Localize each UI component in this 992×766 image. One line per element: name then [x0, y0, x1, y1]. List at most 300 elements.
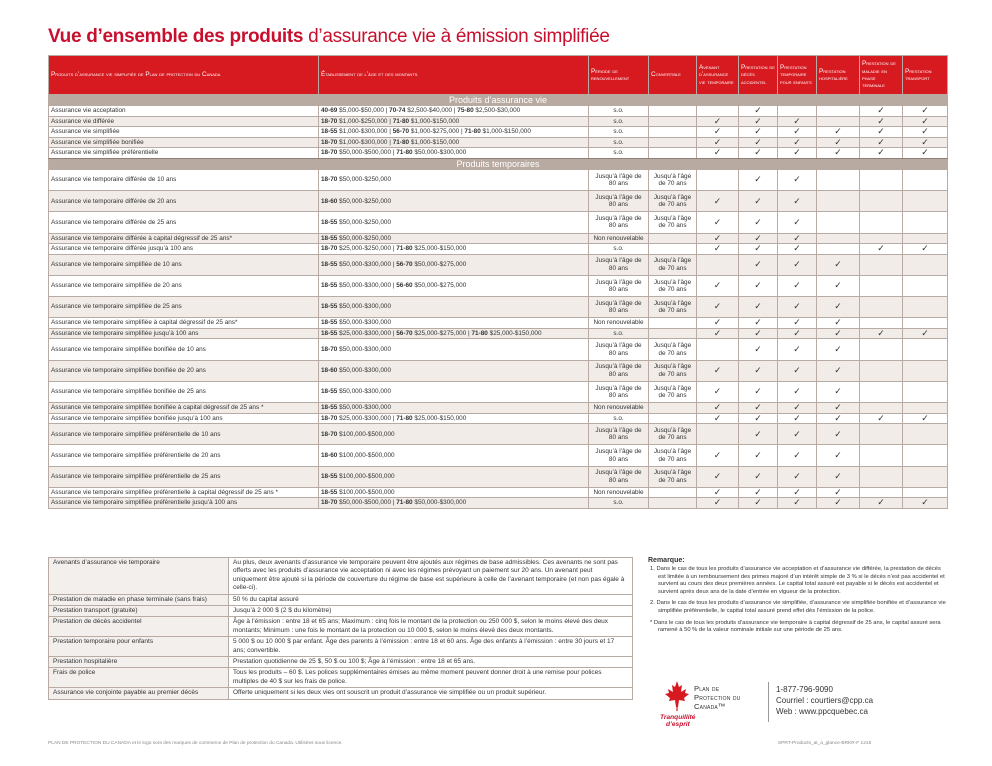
amount-range: $50,000-$300,000: [414, 499, 467, 507]
check-mark-icon: ✓: [817, 381, 860, 402]
check-mark-icon: ✓: [817, 360, 860, 381]
table-row: [49, 297, 948, 318]
table-row: [49, 106, 948, 117]
section-title: Produits d’assurance vie: [49, 95, 948, 106]
age-range: 18-70: [321, 149, 338, 157]
renewal-period: s.o.: [589, 137, 649, 148]
amount-range: $1,000-$300,000: [339, 138, 388, 146]
check-mark-icon: ✓: [778, 254, 817, 275]
tagline: Tranquillité d’esprit: [660, 714, 696, 728]
table-row: [49, 212, 948, 233]
empty-cell: [817, 233, 860, 244]
table-row: [49, 169, 948, 190]
check-mark-icon: ✓: [817, 275, 860, 296]
definition-term: Prestation transport (gratuite): [49, 606, 229, 617]
convertible-age: [649, 116, 697, 127]
amount-range: $25,000-$150,000: [414, 414, 467, 422]
amount-range: $50,000-$300,000: [414, 149, 467, 157]
convertible-age: Jusqu’à l’âge de 70 ans: [649, 297, 697, 318]
table-row: [49, 275, 948, 296]
check-mark-icon: ✓: [817, 424, 860, 445]
check-mark-icon: ✓: [739, 360, 778, 381]
product-name: Assurance vie temporaire simplifiée préférentielle à capital dégressif de 25 ans *: [49, 487, 319, 498]
check-mark-icon: ✓: [697, 413, 739, 424]
amount-range: $2,500-$30,000: [475, 107, 521, 115]
definition-term: Prestation temporaire pour enfants: [49, 637, 229, 657]
empty-cell: [817, 106, 860, 117]
definition-text: 50 % du capital assuré: [229, 594, 633, 605]
renewal-period: Jusqu’à l’âge de 80 ans: [589, 466, 649, 487]
renewal-period: s.o.: [589, 116, 649, 127]
amount-range: $50,000-$500,000: [339, 149, 392, 157]
header-rider: Avenant d’assurance vie temporaire: [697, 56, 739, 95]
definition-text: Au plus, deux avenants d’assurance vie temporaire peuvent être ajoutés aux régimes de base admissibles. Ces avenants ne sont pas offerts avec les produits d’assurance vie acceptation ni avec les régimes prévoyant un paiement sur 20 ans. Un avenant peut uniquement être ajouté si la période de couverture du régime de base est supérieure à celle de l’avenant temporaire (et non pas égale à celle-ci).: [229, 558, 633, 595]
header-rider: Prestation de maladie en phase terminale: [860, 56, 903, 95]
empty-cell: [903, 191, 948, 212]
amount-range: $50,000-$300,000: [339, 303, 392, 311]
convertible-age: Jusqu’à l’âge de 70 ans: [649, 212, 697, 233]
age-range: 71-80: [392, 117, 410, 125]
renewal-period: Jusqu’à l’âge de 80 ans: [589, 275, 649, 296]
footer-legal: PLAN DE PROTECTION DU CANADA et le logo sont des marques de commerce de Plan de protection du Canada. Utilisées sous licence.: [48, 741, 343, 746]
check-mark-icon: ✓: [817, 403, 860, 414]
age-range: 18-55: [321, 234, 338, 242]
check-mark-icon: ✓: [739, 328, 778, 339]
definition-text: Jusqu’à 2 000 $ (2 $ du kilomètre): [229, 606, 633, 617]
empty-cell: [817, 212, 860, 233]
age-range: 71-80: [464, 128, 481, 136]
separator: |: [391, 414, 397, 422]
product-name: Assurance vie acceptation: [49, 106, 319, 117]
renewal-period: s.o.: [589, 244, 649, 255]
empty-cell: [903, 424, 948, 445]
age-range: 18-55: [321, 282, 338, 290]
table-row: [49, 424, 948, 445]
product-name: Assurance vie simplifiée: [49, 127, 319, 138]
table-row: [49, 487, 948, 498]
amount-range: $1,000-$150,000: [410, 117, 460, 125]
product-name: Assurance vie temporaire simplifiée de 10 ans: [49, 254, 319, 275]
convertible-age: Jusqu’à l’âge de 70 ans: [649, 466, 697, 487]
age-range: 18-60: [321, 197, 338, 205]
check-mark-icon: ✓: [739, 233, 778, 244]
age-amounts: [319, 403, 589, 414]
age-amounts: [319, 487, 589, 498]
empty-cell: [903, 169, 948, 190]
check-mark-icon: ✓: [739, 254, 778, 275]
check-mark-icon: ✓: [697, 275, 739, 296]
section-title: Produits temporaires: [49, 158, 948, 169]
table-row: [49, 381, 948, 402]
divider: [768, 682, 769, 722]
note-item: * Dans le cas de tous les produits d’assurance vie temporaire à capital dégressif de 25 ans, le capital assuré sera ramené à 50 % de la valeur nominale initiale sur une période de 25 ans.: [650, 619, 941, 634]
age-range: 70-74: [389, 107, 406, 115]
amount-range: $100,000-$500,000: [339, 451, 395, 459]
definition-text: 5 000 $ ou 10 000 $ par enfant. Âge des parents à l’émission : entre 18 et 60 ans. Âge des enfants à l’émission : entre 30 jours et 17 ans; convertible.: [229, 637, 633, 657]
age-range: 56-70: [396, 261, 413, 269]
age-range: 18-55: [321, 218, 338, 226]
empty-cell: [860, 360, 903, 381]
check-mark-icon: ✓: [697, 498, 739, 509]
check-mark-icon: ✓: [739, 318, 778, 329]
check-mark-icon: ✓: [739, 466, 778, 487]
amount-range: $50,000-$250,000: [339, 197, 392, 205]
amount-range: $1,000-$150,000: [482, 128, 531, 136]
convertible-age: [649, 233, 697, 244]
age-amounts: [319, 127, 589, 138]
age-range: 18-70: [321, 414, 338, 422]
amount-range: $50,000-$300,000: [339, 404, 392, 412]
empty-cell: [697, 424, 739, 445]
header-rider: Prestation transport: [903, 56, 948, 95]
renewal-period: Jusqu’à l’âge de 80 ans: [589, 360, 649, 381]
age-range: 71-80: [471, 329, 488, 337]
table-row: [49, 244, 948, 255]
convertible-age: Jusqu’à l’âge de 70 ans: [649, 339, 697, 360]
check-mark-icon: ✓: [697, 328, 739, 339]
check-mark-icon: ✓: [739, 403, 778, 414]
renewal-period: s.o.: [589, 413, 649, 424]
renewal-period: Jusqu’à l’âge de 80 ans: [589, 381, 649, 402]
check-mark-icon: ✓: [697, 191, 739, 212]
age-range: 56-70: [396, 329, 413, 337]
age-range: 18-70: [321, 117, 338, 125]
product-name: Assurance vie temporaire simplifiée à capital dégressif de 25 ans*: [49, 318, 319, 329]
check-mark-icon: ✓: [817, 487, 860, 498]
renewal-period: Non renouvelable: [589, 233, 649, 244]
empty-cell: [903, 318, 948, 329]
check-mark-icon: ✓: [778, 233, 817, 244]
age-range: 56-70: [392, 128, 410, 136]
empty-cell: [860, 403, 903, 414]
age-amounts: [319, 466, 589, 487]
empty-cell: [903, 466, 948, 487]
convertible-age: [649, 487, 697, 498]
check-mark-icon: ✓: [860, 498, 903, 509]
check-mark-icon: ✓: [697, 233, 739, 244]
renewal-period: s.o.: [589, 328, 649, 339]
email-address: Courriel : courtiers@cpp.ca: [776, 696, 874, 705]
definition-row: [49, 617, 633, 637]
table-row: [49, 254, 948, 275]
convertible-age: [649, 498, 697, 509]
check-mark-icon: ✓: [778, 403, 817, 414]
check-mark-icon: ✓: [903, 148, 948, 159]
convertible-age: Jusqu’à l’âge de 70 ans: [649, 424, 697, 445]
empty-cell: [860, 339, 903, 360]
age-range: 71-80: [396, 499, 413, 507]
product-name: Assurance vie temporaire simplifiée jusqu’à 100 ans: [49, 328, 319, 339]
product-name: Assurance vie temporaire simplifiée bonifiée de 10 ans: [49, 339, 319, 360]
check-mark-icon: ✓: [903, 137, 948, 148]
website: Web : www.ppcquebec.ca: [776, 707, 868, 716]
renewal-period: s.o.: [589, 127, 649, 138]
product-name: Assurance vie simplifiée préférentielle: [49, 148, 319, 159]
check-mark-icon: ✓: [697, 360, 739, 381]
age-range: 18-55: [321, 488, 338, 496]
empty-cell: [817, 169, 860, 190]
empty-cell: [860, 169, 903, 190]
check-mark-icon: ✓: [903, 498, 948, 509]
check-mark-icon: ✓: [739, 445, 778, 466]
amount-range: $1,000-$275,000: [410, 128, 460, 136]
separator: |: [459, 128, 465, 136]
amount-range: $25,000-$300,000: [339, 414, 392, 422]
check-mark-icon: ✓: [739, 244, 778, 255]
age-amounts: [319, 106, 589, 117]
renewal-period: Jusqu’à l’âge de 80 ans: [589, 297, 649, 318]
product-name: Assurance vie temporaire simplifiée préférentielle jusqu’à 100 ans: [49, 498, 319, 509]
product-name: Assurance vie temporaire simplifiée préférentielle de 20 ans: [49, 445, 319, 466]
definition-term: Frais de police: [49, 668, 229, 688]
convertible-age: [649, 244, 697, 255]
age-range: 18-55: [321, 319, 338, 327]
footer-code: SPRT-Products_at_a_glance-BRKR-F 1215: [778, 741, 872, 746]
table-row: [49, 413, 948, 424]
amount-range: $50,000-$275,000: [414, 261, 467, 269]
empty-cell: [903, 360, 948, 381]
check-mark-icon: ✓: [697, 445, 739, 466]
definition-term: Avenants d’assurance vie temporaire: [49, 558, 229, 595]
check-mark-icon: ✓: [860, 328, 903, 339]
age-amounts: [319, 360, 589, 381]
phone-number: 1-877-796-9090: [776, 685, 833, 694]
check-mark-icon: ✓: [778, 275, 817, 296]
check-mark-icon: ✓: [778, 413, 817, 424]
renewal-period: Jusqu’à l’âge de 80 ans: [589, 339, 649, 360]
table-row: [49, 445, 948, 466]
brand-name: Plan de Protection du Canada™: [694, 684, 741, 711]
definition-text: Tous les produits – 60 $. Les polices supplémentaires émises au même moment peuvent donner droit à une remise pour polices multiples de 40 $ sur les frais de police.: [229, 668, 633, 688]
header-ages: Établissement de l’âge et des montants: [319, 56, 589, 95]
check-mark-icon: ✓: [903, 116, 948, 127]
maple-leaf-logo-icon: [664, 680, 690, 712]
definition-row: [49, 657, 633, 668]
check-mark-icon: ✓: [778, 297, 817, 318]
check-mark-icon: ✓: [778, 137, 817, 148]
separator: |: [466, 329, 472, 337]
check-mark-icon: ✓: [778, 360, 817, 381]
definition-row: [49, 558, 633, 595]
empty-cell: [860, 254, 903, 275]
empty-cell: [860, 212, 903, 233]
check-mark-icon: ✓: [739, 413, 778, 424]
renewal-period: Non renouvelable: [589, 487, 649, 498]
empty-cell: [860, 275, 903, 296]
check-mark-icon: ✓: [817, 339, 860, 360]
check-mark-icon: ✓: [778, 445, 817, 466]
header-product: Produits d’assurance vie simplifiée de Plan de protection du Canada: [49, 56, 319, 95]
age-amounts: [319, 137, 589, 148]
age-range: 18-55: [321, 128, 338, 136]
check-mark-icon: ✓: [778, 148, 817, 159]
amount-range: $25,000-$150,000: [414, 245, 467, 253]
renewal-period: s.o.: [589, 106, 649, 117]
separator: |: [452, 107, 458, 115]
empty-cell: [860, 191, 903, 212]
check-mark-icon: ✓: [697, 148, 739, 159]
amount-range: $1,000-$250,000: [339, 117, 388, 125]
check-mark-icon: ✓: [817, 466, 860, 487]
check-mark-icon: ✓: [739, 127, 778, 138]
age-range: 56-60: [396, 282, 413, 290]
check-mark-icon: ✓: [739, 116, 778, 127]
separator: |: [387, 117, 393, 125]
renewal-period: Jusqu’à l’âge de 80 ans: [589, 212, 649, 233]
product-name: Assurance vie temporaire simplifiée bonifiée jusqu’à 100 ans: [49, 413, 319, 424]
product-name: Assurance vie temporaire simplifiée préférentielle de 10 ans: [49, 424, 319, 445]
definition-text: Offerte uniquement si les deux vies ont souscrit un produit d’assurance vie simplifiée ou un produit supérieur.: [229, 688, 633, 699]
check-mark-icon: ✓: [778, 466, 817, 487]
empty-cell: [903, 233, 948, 244]
check-mark-icon: ✓: [778, 116, 817, 127]
age-amounts: [319, 233, 589, 244]
empty-cell: [697, 169, 739, 190]
check-mark-icon: ✓: [860, 413, 903, 424]
separator: |: [391, 499, 397, 507]
empty-cell: [860, 487, 903, 498]
amount-range: $50,000-$250,000: [339, 176, 392, 184]
check-mark-icon: ✓: [697, 212, 739, 233]
section-header-row: [49, 158, 948, 169]
age-range: 18-55: [321, 404, 338, 412]
check-mark-icon: ✓: [860, 116, 903, 127]
age-range: 18-55: [321, 388, 338, 396]
product-name: Assurance vie temporaire différée de 10 ans: [49, 169, 319, 190]
check-mark-icon: ✓: [860, 106, 903, 117]
empty-cell: [903, 339, 948, 360]
renewal-period: Jusqu’à l’âge de 80 ans: [589, 424, 649, 445]
amount-range: $100,000-$500,000: [339, 430, 395, 438]
empty-cell: [903, 403, 948, 414]
separator: |: [391, 149, 397, 157]
table-row: [49, 318, 948, 329]
age-range: 75-80: [457, 107, 474, 115]
definition-row: [49, 688, 633, 699]
amount-range: $1,000-$300,000: [339, 128, 388, 136]
check-mark-icon: ✓: [697, 244, 739, 255]
convertible-age: [649, 127, 697, 138]
check-mark-icon: ✓: [903, 413, 948, 424]
age-amounts: [319, 328, 589, 339]
convertible-age: Jusqu’à l’âge de 70 ans: [649, 381, 697, 402]
check-mark-icon: ✓: [817, 148, 860, 159]
convertible-age: [649, 137, 697, 148]
separator: |: [391, 245, 397, 253]
check-mark-icon: ✓: [817, 137, 860, 148]
check-mark-icon: ✓: [739, 381, 778, 402]
table-row: [49, 233, 948, 244]
age-range: 18-60: [321, 367, 338, 375]
empty-cell: [778, 106, 817, 117]
table-row: [49, 116, 948, 127]
product-name: Assurance vie temporaire différée jusqu’à 100 ans: [49, 244, 319, 255]
empty-cell: [817, 116, 860, 127]
table-row: [49, 191, 948, 212]
check-mark-icon: ✓: [697, 487, 739, 498]
brand-block: [660, 680, 950, 730]
check-mark-icon: ✓: [778, 169, 817, 190]
check-mark-icon: ✓: [739, 487, 778, 498]
table-row: [49, 498, 948, 509]
definition-row: [49, 606, 633, 617]
check-mark-icon: ✓: [817, 445, 860, 466]
check-mark-icon: ✓: [903, 244, 948, 255]
header-period: Période de renouvellement: [589, 56, 649, 95]
convertible-age: Jusqu’à l’âge de 70 ans: [649, 360, 697, 381]
check-mark-icon: ✓: [778, 318, 817, 329]
table-header-row: [49, 56, 948, 95]
check-mark-icon: ✓: [860, 137, 903, 148]
empty-cell: [903, 275, 948, 296]
amount-range: $25,000-$150,000: [489, 329, 542, 337]
check-mark-icon: ✓: [778, 339, 817, 360]
amount-range: $5,000-$50,000: [339, 107, 384, 115]
check-mark-icon: ✓: [778, 212, 817, 233]
age-range: 40-69: [321, 107, 338, 115]
check-mark-icon: ✓: [778, 244, 817, 255]
age-range: 71-80: [392, 138, 410, 146]
check-mark-icon: ✓: [817, 318, 860, 329]
notes-heading: Remarque:: [648, 557, 685, 564]
product-name: Assurance vie temporaire simplifiée préférentielle de 25 ans: [49, 466, 319, 487]
check-mark-icon: ✓: [739, 212, 778, 233]
age-range: 71-80: [396, 414, 413, 422]
check-mark-icon: ✓: [739, 148, 778, 159]
convertible-age: [649, 318, 697, 329]
age-amounts: [319, 498, 589, 509]
age-range: 18-70: [321, 430, 338, 438]
amount-range: $50,000-$250,000: [339, 234, 392, 242]
age-range: 18-55: [321, 472, 338, 480]
table-row: [49, 360, 948, 381]
convertible-age: [649, 148, 697, 159]
convertible-age: [649, 328, 697, 339]
check-mark-icon: ✓: [817, 328, 860, 339]
amount-range: $25,000-$300,000: [339, 329, 392, 337]
age-amounts: [319, 413, 589, 424]
check-mark-icon: ✓: [817, 127, 860, 138]
age-amounts: [319, 191, 589, 212]
note-item: 1. Dans le cas de tous les produits d’assurance vie acceptation et d’assurance vie différée, la prestation de décès est limitée à un remboursement des primes majoré d’un intérêt simple de 3 % si le décès n’est pas accidentel et survient au cours des deux premières années. Le capital total assuré est payable si le décès est accidentel et survient après deux ans de la date d’entrée en vigueur de la protection.: [650, 566, 945, 595]
check-mark-icon: ✓: [903, 328, 948, 339]
amount-range: $100,000-$500,000: [339, 488, 395, 496]
age-amounts: [319, 148, 589, 159]
amount-range: $25,000-$250,000: [339, 245, 392, 253]
separator: |: [391, 282, 397, 290]
convertible-age: [649, 106, 697, 117]
renewal-period: Non renouvelable: [589, 403, 649, 414]
check-mark-icon: ✓: [860, 244, 903, 255]
age-range: 18-55: [321, 329, 338, 337]
definition-term: Prestation hospitalière: [49, 657, 229, 668]
separator: |: [387, 128, 393, 136]
table-row: [49, 466, 948, 487]
product-name: Assurance vie temporaire simplifiée de 25 ans: [49, 297, 319, 318]
renewal-period: s.o.: [589, 498, 649, 509]
age-amounts: [319, 212, 589, 233]
check-mark-icon: ✓: [817, 498, 860, 509]
empty-cell: [860, 297, 903, 318]
amount-range: $50,000-$300,000: [339, 388, 392, 396]
separator: |: [391, 329, 397, 337]
product-name: Assurance vie temporaire simplifiée de 20 ans: [49, 275, 319, 296]
check-mark-icon: ✓: [903, 106, 948, 117]
amount-range: $100,000-$500,000: [339, 472, 395, 480]
check-mark-icon: ✓: [739, 498, 778, 509]
empty-cell: [860, 381, 903, 402]
header-rider: Prestation de décès accidentel: [739, 56, 778, 95]
